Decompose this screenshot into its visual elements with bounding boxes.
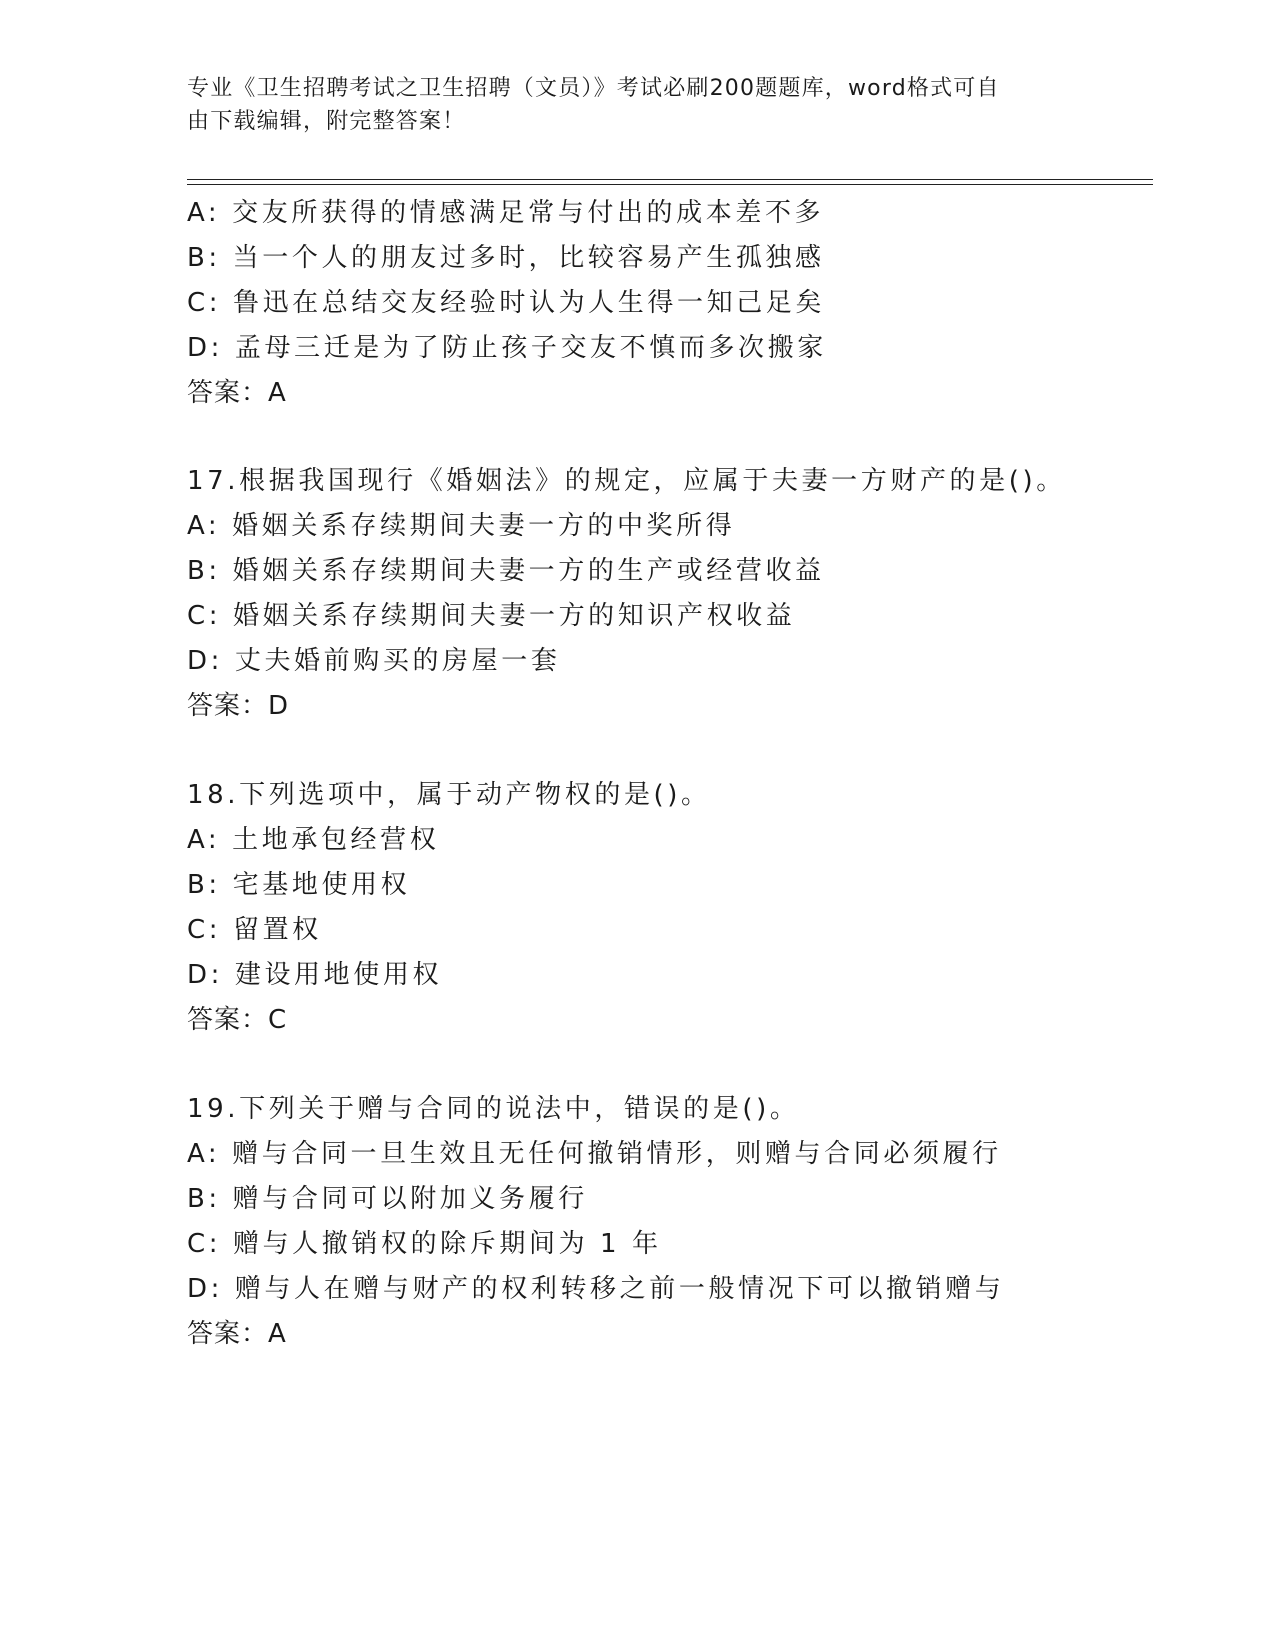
question-18-stem: 18.下列选项中，属于动产物权的是()。 (187, 780, 711, 810)
document-header (187, 72, 1077, 138)
question-18-answer: 答案：C (187, 1005, 288, 1035)
header-divider-bottom (187, 184, 1153, 185)
question-17-option-d: D: 丈夫婚前购买的房屋一套 (187, 646, 561, 676)
header-intro-line-2: 由下载编辑，附完整答案！ (187, 109, 466, 134)
question-19-stem: 19.下列关于赠与合同的说法中，错误的是()。 (187, 1094, 800, 1124)
prev-question-answer: 答案：A (187, 378, 287, 408)
question-17-option-c: C: 婚姻关系存续期间夫妻一方的知识产权收益 (187, 601, 796, 631)
question-18-option-a: A: 土地承包经营权 (187, 825, 440, 855)
question-17-option-b: B: 婚姻关系存续期间夫妻一方的生产或经营收益 (187, 556, 825, 586)
question-19-option-a: A: 赠与合同一旦生效且无任何撤销情形，则赠与合同必须履行 (187, 1139, 1002, 1169)
question-18-option-c: C: 留置权 (187, 915, 322, 945)
question-18-option-d: D: 建设用地使用权 (187, 960, 443, 990)
prev-question-option-b: B: 当一个人的朋友过多时，比较容易产生孤独感 (187, 243, 825, 273)
question-19-option-b: B: 赠与合同可以附加义务履行 (187, 1184, 588, 1214)
header-divider-top (187, 179, 1153, 180)
question-17-answer: 答案：D (187, 691, 290, 721)
question-19-answer: 答案：A (187, 1319, 287, 1349)
prev-question-option-a: A: 交友所获得的情感满足常与付出的成本差不多 (187, 198, 825, 228)
prev-question-option-c: C: 鲁迅在总结交友经验时认为人生得一知己足矣 (187, 288, 825, 318)
prev-question-option-d: D: 孟母三迁是为了防止孩子交友不慎而多次搬家 (187, 333, 827, 363)
question-17-option-a: A: 婚姻关系存续期间夫妻一方的中奖所得 (187, 511, 736, 541)
header-intro-line-1: 专业《卫生招聘考试之卫生招聘（文员）》考试必刷200题题库，word格式可自 (187, 76, 1000, 101)
question-19-option-d: D: 赠与人在赠与财产的权利转移之前一般情况下可以撤销赠与 (187, 1274, 1005, 1304)
question-19-option-c: C: 赠与人撤销权的除斥期间为 1 年 (187, 1229, 662, 1259)
question-18-option-b: B: 宅基地使用权 (187, 870, 411, 900)
question-17-stem: 17.根据我国现行《婚姻法》的规定，应属于夫妻一方财产的是()。 (187, 466, 1066, 496)
